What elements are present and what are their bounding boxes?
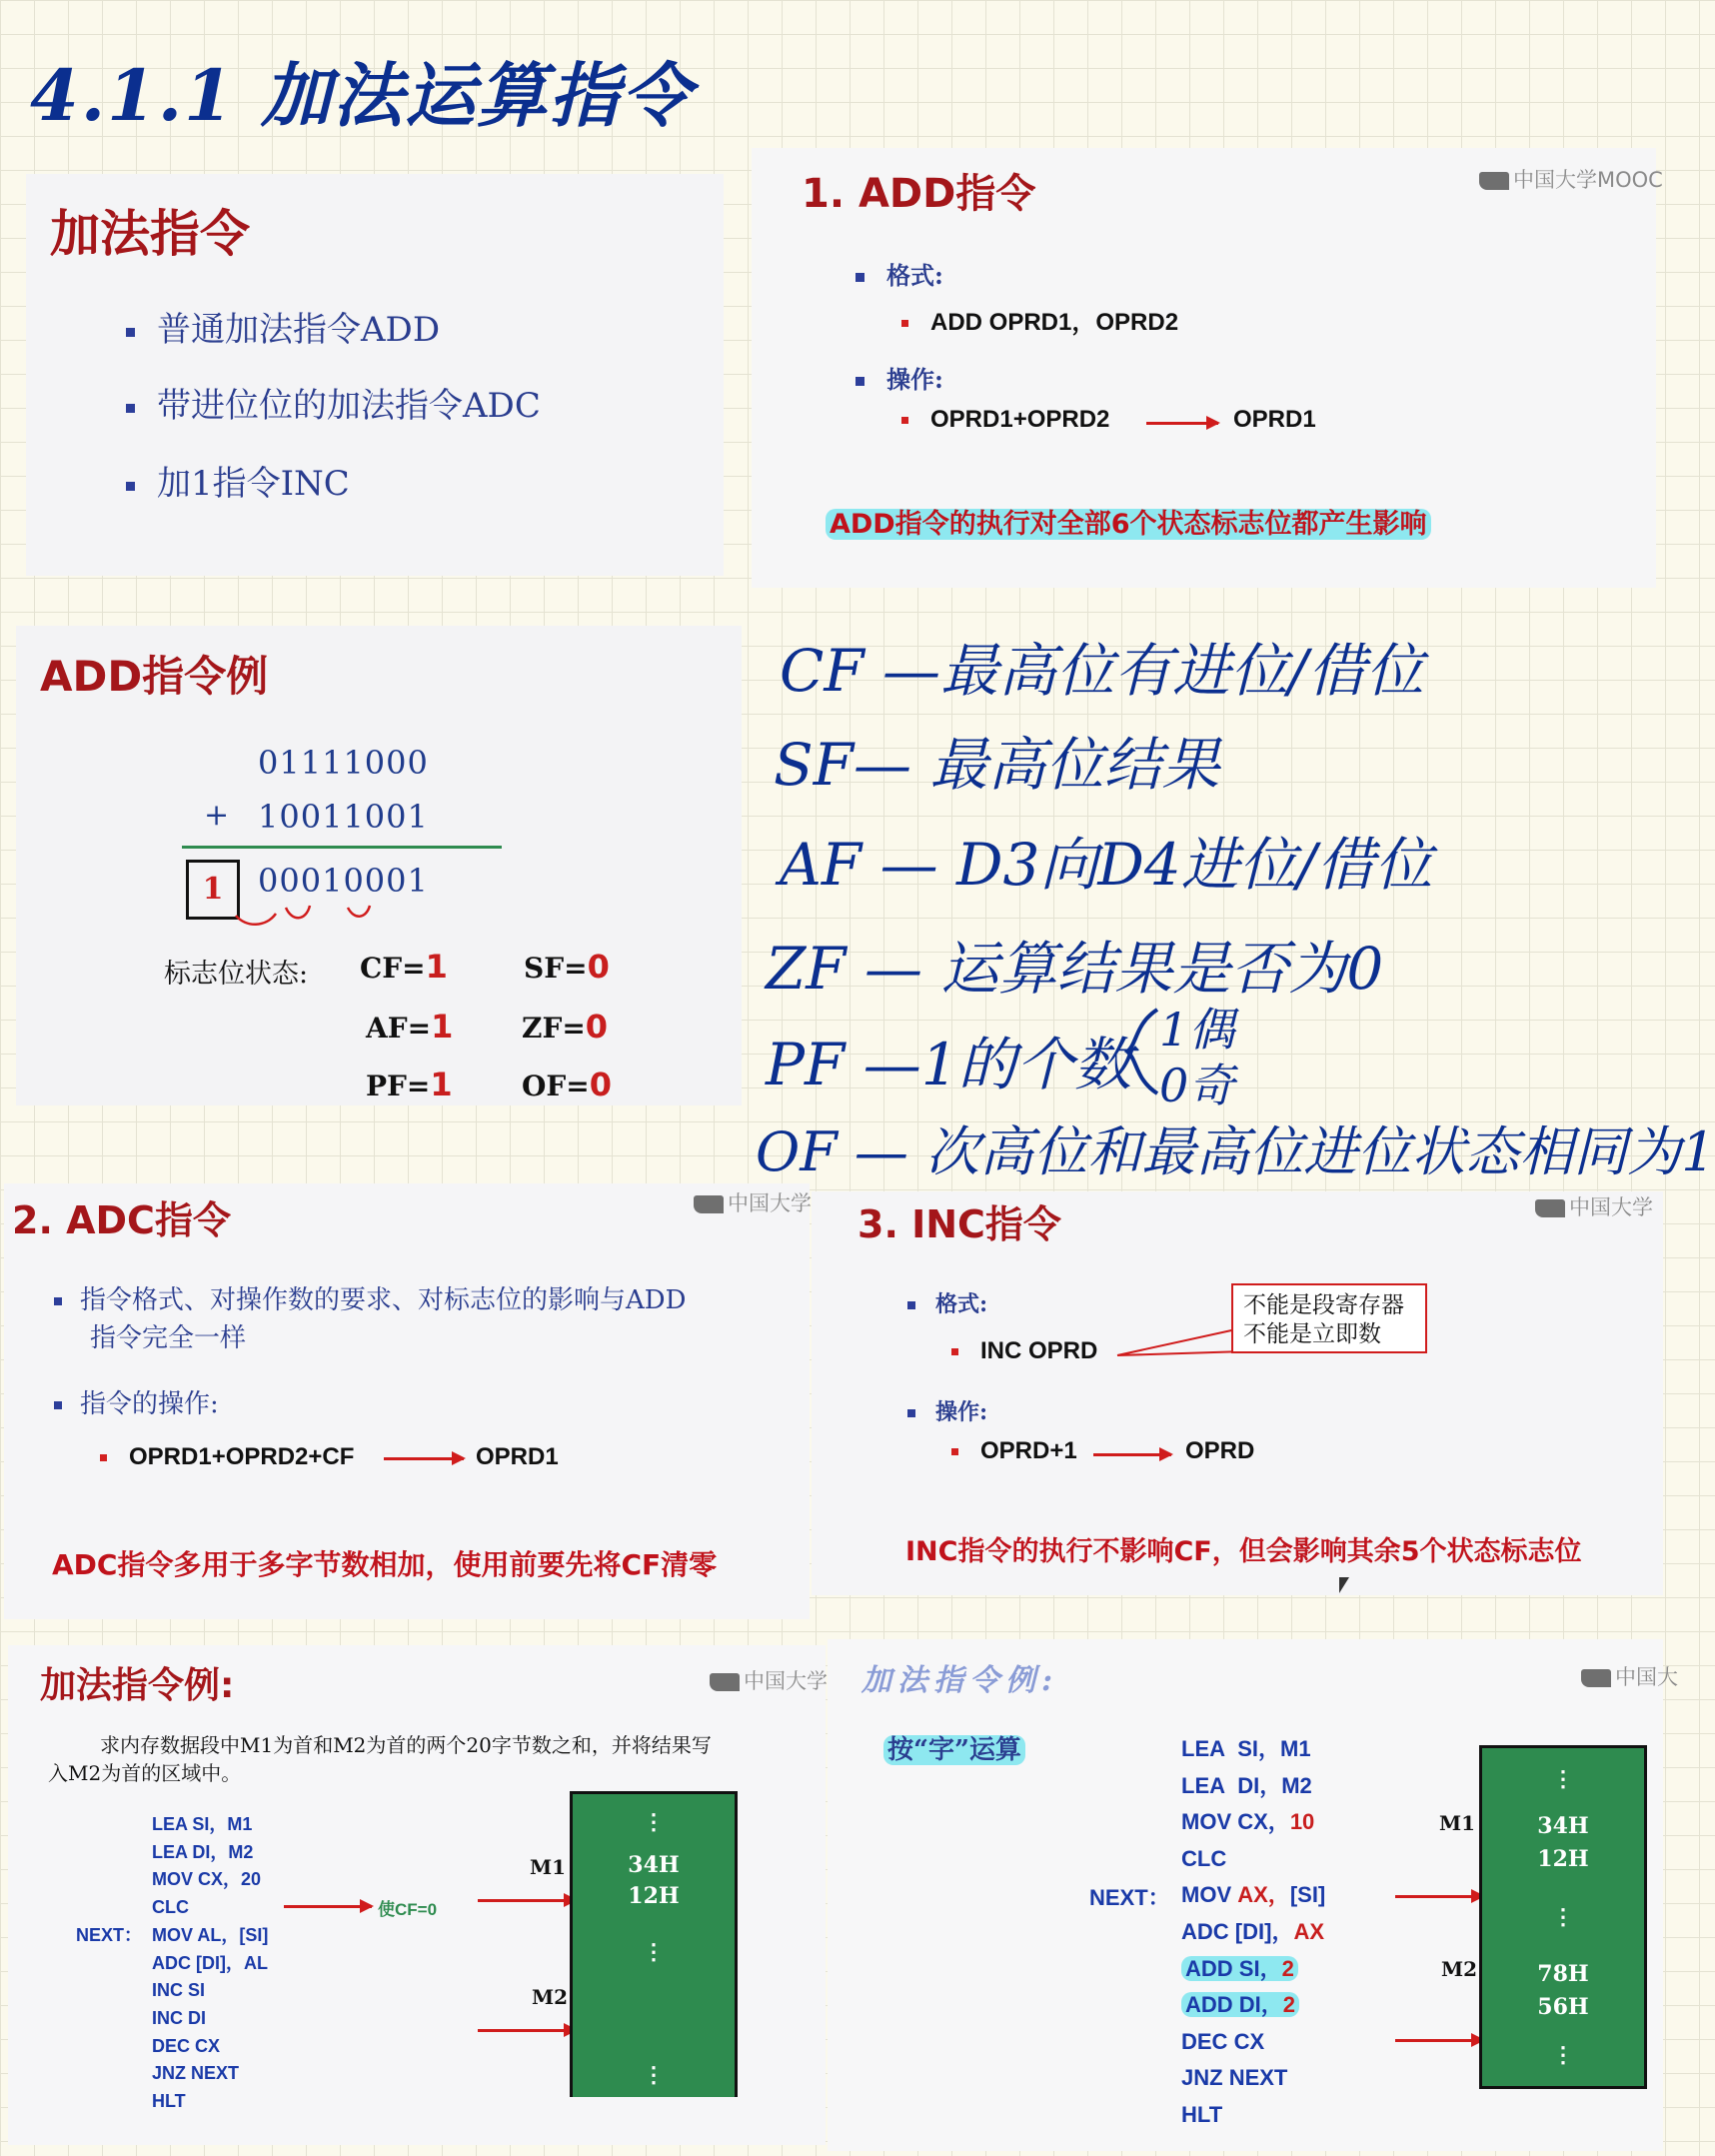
arrow-icon [384,1457,464,1460]
op-left: OPRD+1 [951,1437,1077,1465]
code-line: ADC [DI]，AL [152,1952,268,1973]
memory-cell: ⋮ [1482,2024,1644,2086]
arrow-icon [1395,2039,1483,2042]
list-item: 指令的操作: [54,1383,219,1420]
memory-cell: ⋮ [1482,1876,1644,1961]
code-line: ADD SI，2 [1181,1951,1325,1988]
flag-zf: ZF=0 [522,1008,609,1046]
op-right: OPRD [1185,1437,1255,1464]
op-right: OPRD1 [476,1443,559,1470]
handwritten-underline-marks [226,902,386,942]
bullet-icon [951,1348,958,1355]
code-line: CLC [152,1897,189,1918]
code-line: LEA DI，M2 [1181,1772,1312,1798]
mooc-logo-icon [1479,172,1509,190]
mooc-logo-icon [1581,1669,1611,1687]
slide-title: 加法指令例: [861,1663,1059,1698]
next-label: NEXT： [1089,1885,1170,1910]
flag-sf: SF=0 [524,948,610,986]
note-of: OF — 次高位和最高位进位状态相同为1 [756,1120,1715,1183]
memory-diagram [1479,1745,1647,2089]
carry-box: 1 [186,860,240,920]
code-block [152,1811,268,2116]
memory-cell [573,2023,735,2056]
bullet-icon [126,482,135,491]
mem-label-m2: M2 [532,1985,569,2009]
note-pf-odd: 0奇 [1159,1059,1235,1112]
flag-cf: CF=1 [360,948,448,986]
bullet-icon [126,328,135,337]
slide-title: ADD指令例 [40,652,269,701]
brace-icon [1123,1004,1163,1099]
memory-cell [573,1992,735,2026]
arrow-icon [284,1905,372,1908]
code-block [1181,1731,1325,2134]
slide-add-overview [26,174,724,576]
callout-box: 不能是段寄存器 不能是立即数 [1231,1283,1427,1353]
bullet-icon [907,1409,915,1417]
memory-cell: 34H [573,1850,735,1884]
memory-cell: 34H [1482,1810,1644,1846]
list-item: 加1指令INC [126,456,350,505]
code-line: JNZ NEXT [1181,2065,1288,2091]
clc-note: 使CF=0 [378,1900,438,1919]
code-line: MOV AX，[SI] [1181,1882,1326,1908]
code-line: MOV AL，[SI] [152,1924,269,1945]
memory-cell: 12H [573,1881,735,1915]
bullet-icon [907,1301,915,1309]
note-zf: ZF — 运算结果是否为0 [766,935,1384,1003]
slide-adc [4,1183,810,1619]
mem-label-m2: M2 [1441,1957,1478,1981]
memory-cell: 12H [1482,1843,1644,1879]
operand-2: 10011001 [258,798,429,836]
code-line: DEC CX [152,2035,221,2056]
bullet-icon [856,273,864,282]
memory-cell: ⋮ [573,1912,735,1995]
arrow-icon [478,2029,576,2032]
mem-label-m1: M1 [1439,1811,1476,1835]
arrow-icon [1093,1453,1171,1456]
slide-example-byte [8,1645,826,2145]
slide-title: 加法指令 [50,205,250,263]
plus-sign: + [204,798,230,833]
bullet-icon [100,1454,107,1461]
mooc-logo: 中国大学 [1535,1191,1653,1221]
memory-diagram [570,1791,738,2097]
mooc-logo: 中国大学 [710,1665,828,1695]
list-item: 带进位位的加法指令ADC [126,378,541,427]
mem-label-m1: M1 [530,1855,567,1879]
mooc-logo-icon [1535,1199,1565,1217]
slide-title: 加法指令例: [40,1665,235,1706]
mooc-logo-icon [694,1195,724,1213]
slide-add-example [16,626,742,1105]
op-left: OPRD1+OPRD2+CF [100,1443,354,1471]
arrow-icon [1146,422,1218,425]
slide-inc [812,1191,1663,1595]
code-line: MOV CX，10 [1181,1809,1315,1835]
code-line: CLC [1181,1845,1227,1871]
mooc-logo: 中国大学MOOC [1479,164,1663,194]
flag-af: AF=1 [366,1008,454,1046]
slide-example-word [828,1639,1678,2151]
bullet-icon [901,320,908,327]
code-line: LEA SI，M1 [152,1814,253,1834]
op-label: 操作: [907,1395,987,1426]
mooc-logo: 中国大学 [694,1187,812,1217]
adc-note: ADC指令多用于多字节数相加，使用前要先将CF清零 [52,1548,718,1581]
memory-cell: ⋮ [1482,1748,1644,1813]
slide-title: 1. ADD指令 [802,171,1036,217]
mooc-logo: 中国大 [1581,1661,1678,1691]
note-pf: PF —1的个数 [766,1031,1132,1098]
code-line: ADD DI，2 [1181,1987,1325,2024]
page-title: 4.1.1 加法运算指令 [30,54,694,137]
format-label: 格式: [907,1287,987,1318]
mouse-cursor-icon [1339,1577,1349,1593]
code-line: INC DI [152,2007,206,2028]
problem-description: 求内存数据段中M1为首和M2为首的两个20字节数之和，并将结果写 入M2为首的区域中。 [48,1733,712,1785]
result: 00010001 [258,862,429,900]
bullet-icon [901,417,908,424]
code-line: HLT [152,2091,186,2112]
bullet-icon [951,1448,958,1455]
flag-pf: PF=1 [366,1066,453,1103]
op-right: OPRD1 [1233,406,1316,433]
note-cf: CF —最高位有进位/借位 [780,637,1424,705]
arrow-icon [478,1899,576,1902]
code-line: INC SI [152,1980,206,2001]
operand-1: 01111000 [258,744,429,782]
code-line: MOV CX，20 [152,1869,262,1890]
note-af: AF — D3向D4进位/借位 [780,831,1433,899]
list-item: 普通加法指令ADD [126,302,440,351]
bullet-icon [126,404,135,413]
next-label: NEXT： [76,1925,143,1945]
add-note: ADD指令的执行对全部6个状态标志位都产生影响 [826,502,1431,541]
memory-cell: 56H [1482,1991,1644,2027]
sum-line [182,846,502,849]
op-left: OPRD1+OPRD2 [901,406,1109,434]
code-line: LEA DI，M2 [152,1841,254,1862]
slide-title: 3. INC指令 [858,1202,1061,1246]
subtitle: 按“字”运算 [883,1729,1025,1766]
bullet-icon [856,377,864,386]
note-pf-even: 1偶 [1159,1003,1235,1057]
list-item: 指令格式、对操作数的要求、对标志位的影响与ADD 指令完全一样 [54,1281,686,1357]
code-line: DEC CX [1181,2028,1265,2054]
code-line: HLT [1181,2101,1223,2127]
bullet-icon [54,1401,62,1409]
format-label: 格式: [856,256,943,291]
format-value: INC OPRD [951,1337,1097,1365]
flags-label: 标志位状态: [164,959,309,990]
memory-cell: ⋮ [573,1794,735,1853]
slide-title: 2. ADC指令 [12,1198,231,1242]
op-label: 操作: [856,360,943,395]
memory-cell: 78H [1482,1958,1644,1994]
code-line: JNZ NEXT [152,2063,240,2084]
memory-cell: ⋮ [573,2053,735,2097]
format-value: ADD OPRD1，OPRD2 [901,302,1178,337]
inc-note: INC指令的执行不影响CF，但会影响其余5个状态标志位 [905,1536,1582,1567]
callout-pointer [1111,1321,1251,1361]
flag-of: OF=0 [522,1066,612,1103]
code-line: ADC [DI]，AX [1181,1918,1325,1944]
note-sf: SF— 最高位结果 [774,731,1220,799]
mooc-logo-icon [710,1673,740,1691]
arrow-icon [1395,1895,1483,1898]
bullet-icon [54,1297,62,1305]
slide-add [752,148,1663,588]
code-line: LEA SI，M1 [1181,1736,1311,1761]
